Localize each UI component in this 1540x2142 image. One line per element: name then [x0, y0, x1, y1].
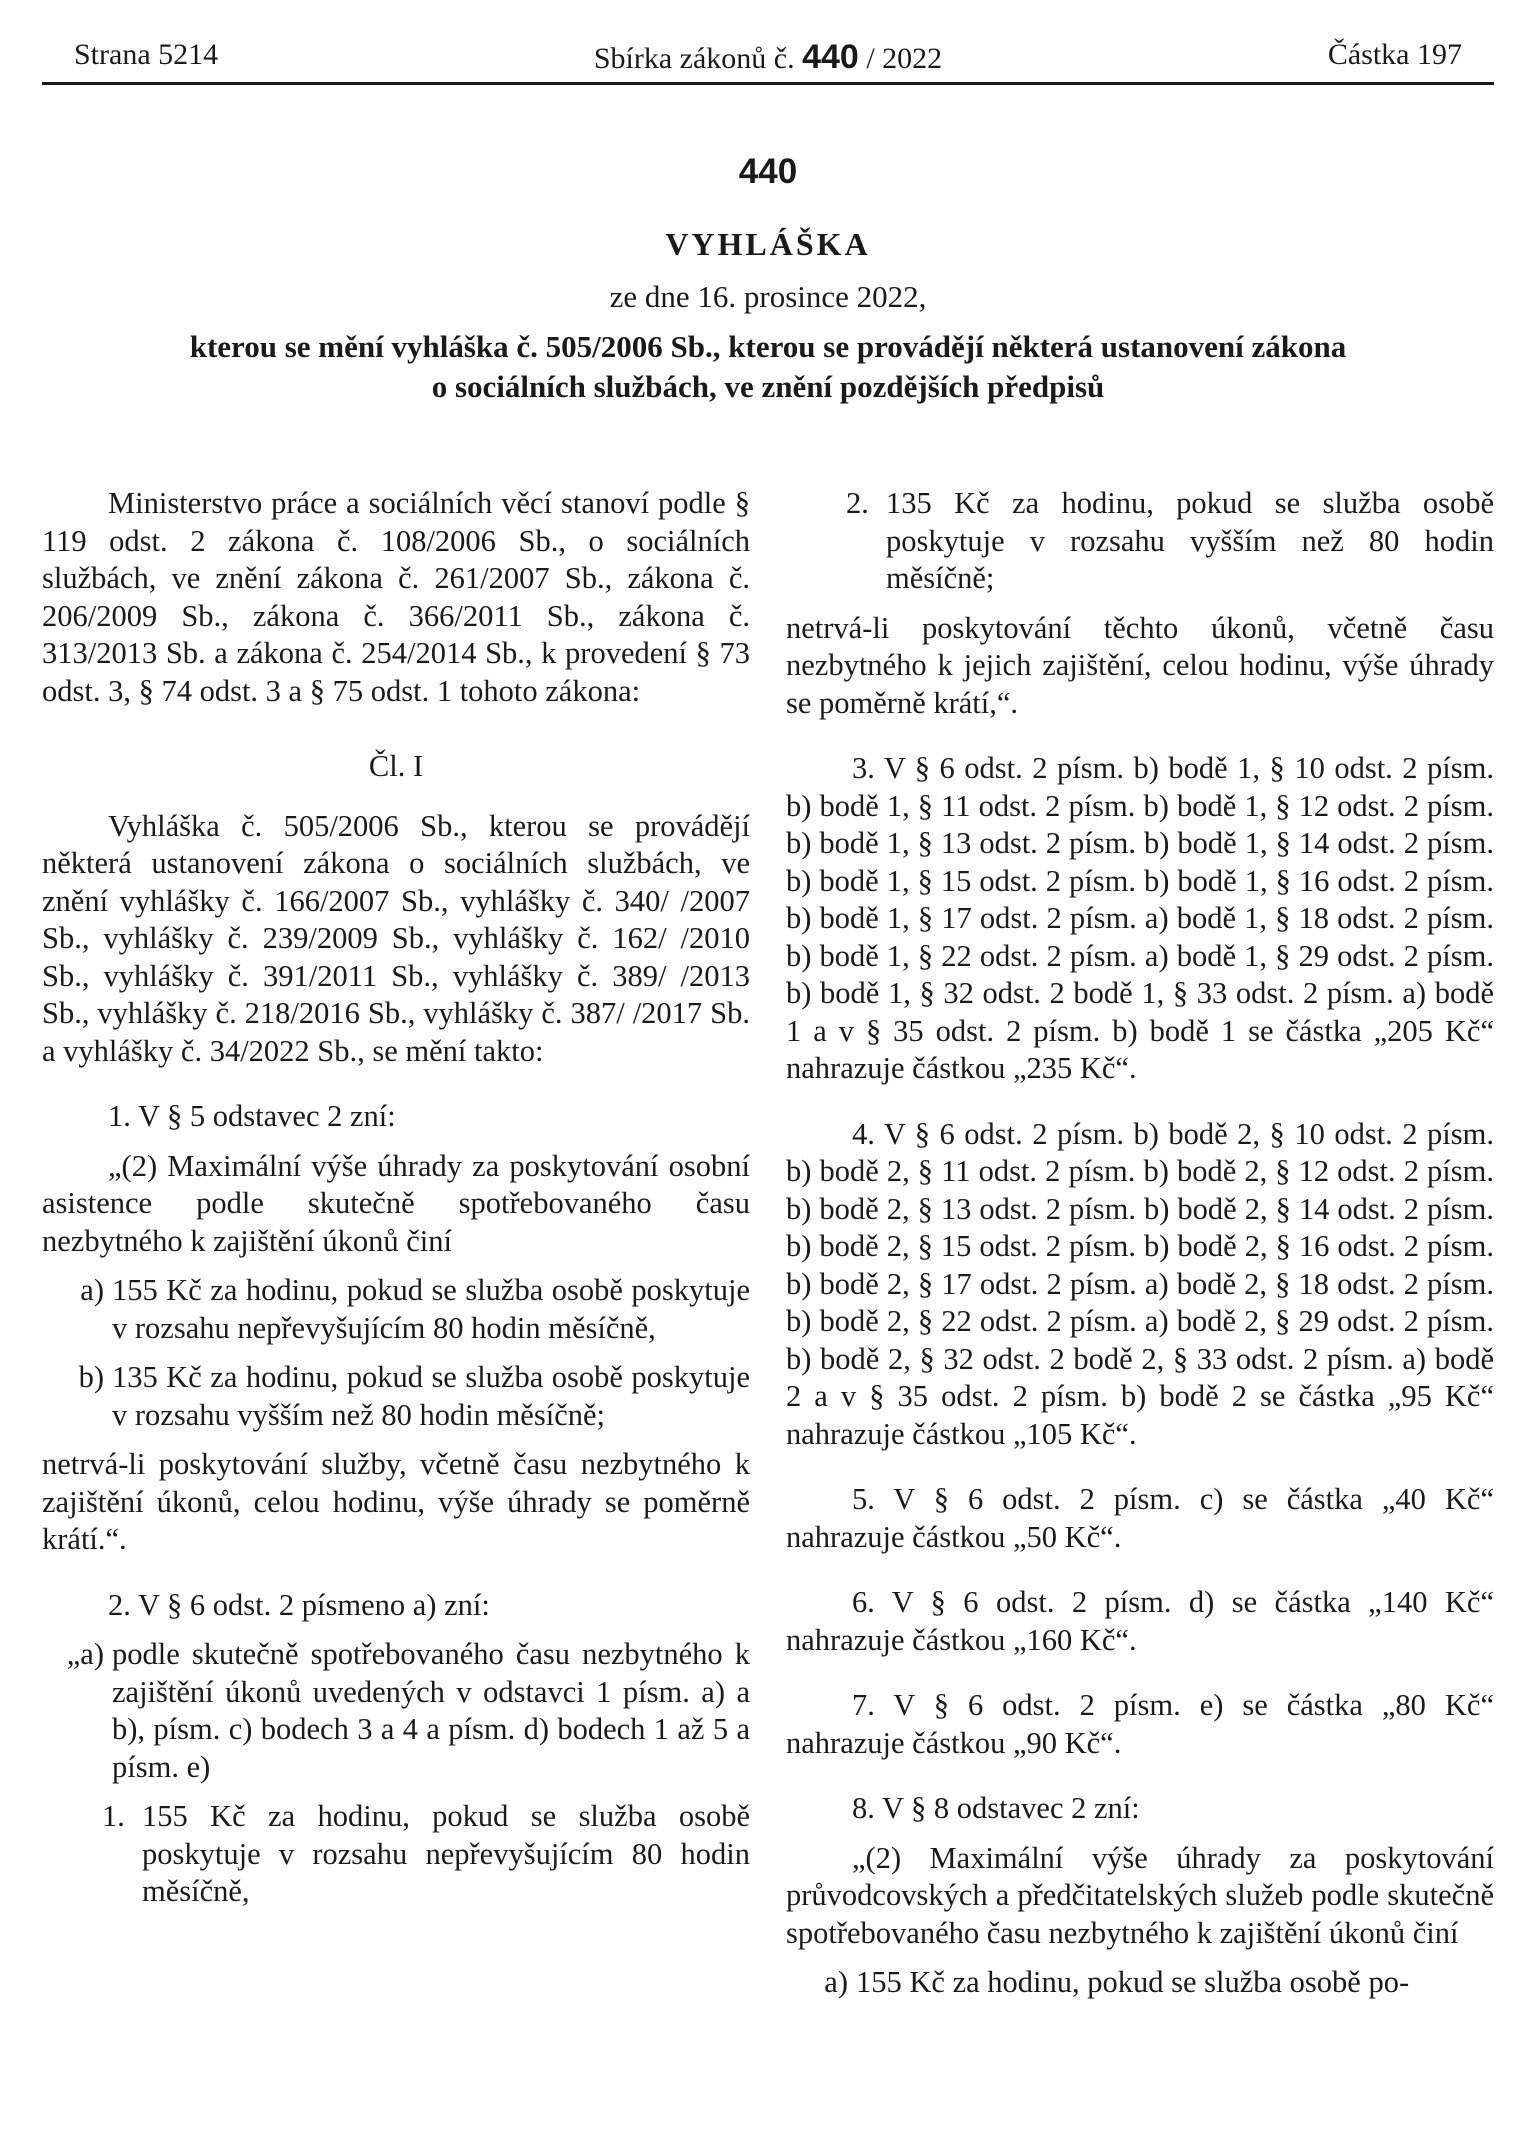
point-2-item-2: [786, 485, 1494, 598]
collection-prefix: Sbírka zákonů č.: [593, 42, 795, 75]
article-heading: Čl. I: [368, 749, 424, 783]
item-text: podle skutečně spotřebovaného času nezbytného k zajištění úkonů uvedených v odstavci 1 písm. a) a b), písm. c) bodech 3 a 4 a písm. d) bodech 1 až 5 a písm. e): [112, 1637, 750, 1784]
point-1-heading: 1. V § 5 odstavec 2 zní:: [108, 1099, 396, 1133]
point-2-item-a: [42, 1636, 750, 1786]
point-2-item-1: [42, 1798, 750, 1911]
amendment-intro: Vyhláška č. 505/2006 Sb., kterou se provádějí některá ustanovení zákona o sociálních službách, ve znění vyhlášky č. 166/2007 Sb., vyhlášky č. 340/ /2007 Sb., vyhlášky č. 239/2009 Sb., vyhlášky č. 162/ /2010 Sb., vyhlášky č. 391/2011 Sb., vyhlášky č. 389/ /2013 Sb., vyhlášky č. 218/2016 Sb., vyhlášky č. 387/ /2017 Sb. a vyhlášky č. 34/2022 Sb., se mění takto:: [42, 808, 750, 1068]
part-number: Částka 197: [1327, 38, 1462, 71]
point-8-heading: 8. V § 8 odstavec 2 zní:: [852, 1791, 1140, 1825]
point-5: 5. V § 6 odst. 2 písm. c) se částka „40 Kč“ nahrazuje částkou „50 Kč“.: [786, 1482, 1494, 1554]
left-column: [42, 485, 750, 1923]
item-label: 2.: [846, 486, 869, 520]
collection-number: 440: [802, 38, 859, 76]
item-text: 135 Kč za hodinu, pokud se služba osobě poskytuje v rozsahu vyšším než 80 hodin měsíčně;: [886, 486, 1494, 595]
subject-line-1: kterou se mění vyhláška č. 505/2006 Sb., kterou se provádějí některá ustanovení zákona: [189, 329, 1347, 364]
item-label: „a): [66, 1637, 104, 1671]
page-header: [42, 34, 1494, 85]
document-subject: [42, 327, 1494, 407]
item-label: a): [80, 1273, 104, 1307]
item-text: 155 Kč za hodinu, pokud se služba osobě poskytuje v rozsahu nepřevyšujícím 80 hodin měsíčně,: [112, 1273, 750, 1345]
point-8-item-a: [786, 1964, 1494, 2002]
document-number: 440: [738, 152, 798, 191]
point-7: 7. V § 6 odst. 2 písm. e) se částka „80 Kč“ nahrazuje částkou „90 Kč“.: [786, 1688, 1494, 1760]
preamble: Ministerstvo práce a sociálních věcí stanoví podle § 119 odst. 2 zákona č. 108/2006 Sb., o sociálních službách, ve znění zákona č. 261/2007 Sb., zákona č. 206/2009 Sb., zákona č. 366/2011 Sb., zákona č. 313/2013 Sb. a zákona č. 254/2014 Sb., k provedení § 73 odst. 3, § 74 odst. 3 a § 75 odst. 1 tohoto zákona:: [42, 486, 750, 708]
document-kind: VYHLÁŠKA: [665, 226, 871, 262]
collection-reference: [42, 38, 1494, 77]
point-8-text: „(2) Maximální výše úhrady za poskytování průvodcovských a předčitatelských služeb podle skutečně spotřebovaného času nezbytného k zajištění úkonů činí: [786, 1840, 1494, 1950]
point-1-text: „(2) Maximální výše úhrady za poskytování osobní asistence podle skutečně spotřebovaného času nezbytného k zajištění úkonů činí: [42, 1148, 750, 1258]
document-date: ze dne 16. prosince 2022,: [609, 279, 927, 314]
item-label: a): [824, 1965, 848, 1999]
item-text: 135 Kč za hodinu, pokud se služba osobě poskytuje v rozsahu vyšším než 80 hodin měsíčně;: [112, 1360, 750, 1432]
page-number: Strana 5214: [74, 38, 219, 71]
point-2-tail: netrvá-li poskytování těchto úkonů, včetně času nezbytného k jejich zajištění, celou hodinu, výše úhrady se poměrně krátí,“.: [786, 610, 1494, 720]
subject-line-2: o sociálních službách, ve znění pozdějších předpisů: [431, 369, 1105, 404]
point-2-heading: 2. V § 6 odst. 2 písmeno a) zní:: [108, 1587, 490, 1622]
item-label: 1.: [102, 1799, 125, 1833]
item-text: 155 Kč za hodinu, pokud se služba osobě poskytuje v rozsahu nepřevyšujícím 80 hodin měsíčně,: [142, 1799, 750, 1908]
point-4: 4. V § 6 odst. 2 písm. b) bodě 2, § 10 odst. 2 písm. b) bodě 2, § 11 odst. 2 písm. b) bodě 2, § 12 odst. 2 písm. b) bodě 2, § 13 odst. 2 písm. b) bodě 2, § 14 odst. 2 písm. b) bodě 2, § 15 odst. 2 písm. b) bodě 2, § 16 odst. 2 písm. b) bodě 2, § 17 odst. 2 písm. a) bodě 2, § 18 odst. 2 písm. b) bodě 2, § 22 odst. 2 písm. a) bodě 2, § 29 odst. 2 písm. b) bodě 2, § 32 odst. 2 bodě 2, § 33 odst. 2 písm. a) bodě 2 a v § 35 odst. 2 písm. b) bodě 2 se částka „95 Kč“ nahrazuje částkou „105 Kč“.: [786, 1116, 1494, 1451]
right-column: [786, 485, 1494, 2014]
collection-year: / 2022: [866, 42, 943, 75]
point-1-tail: netrvá-li poskytování služby, včetně času nezbytného k zajištění úkonů, celou hodinu, výše úhrady se poměrně krátí.“.: [42, 1447, 750, 1556]
item-label: b): [78, 1360, 104, 1394]
item-text: 155 Kč za hodinu, pokud se služba osobě po-: [856, 1965, 1410, 1999]
point-6: 6. V § 6 odst. 2 písm. d) se částka „140 Kč“ nahrazuje částkou „160 Kč“.: [786, 1585, 1494, 1657]
point-1-item-a: [42, 1272, 750, 1347]
point-3: 3. V § 6 odst. 2 písm. b) bodě 1, § 10 odst. 2 písm. b) bodě 1, § 11 odst. 2 písm. b) bodě 1, § 12 odst. 2 písm. b) bodě 1, § 13 odst. 2 písm. b) bodě 1, § 14 odst. 2 písm. b) bodě 1, § 15 odst. 2 písm. b) bodě 1, § 16 odst. 2 písm. b) bodě 1, § 17 odst. 2 písm. a) bodě 1, § 18 odst. 2 písm. b) bodě 1, § 22 odst. 2 písm. a) bodě 1, § 29 odst. 2 písm. b) bodě 1, § 32 odst. 2 bodě 1, § 33 odst. 2 písm. a) bodě 1 a v § 35 odst. 2 písm. b) bodě 1 se částka „205 Kč“ nahrazuje částkou „235 Kč“.: [786, 751, 1494, 1085]
point-1-item-b: [42, 1359, 750, 1434]
